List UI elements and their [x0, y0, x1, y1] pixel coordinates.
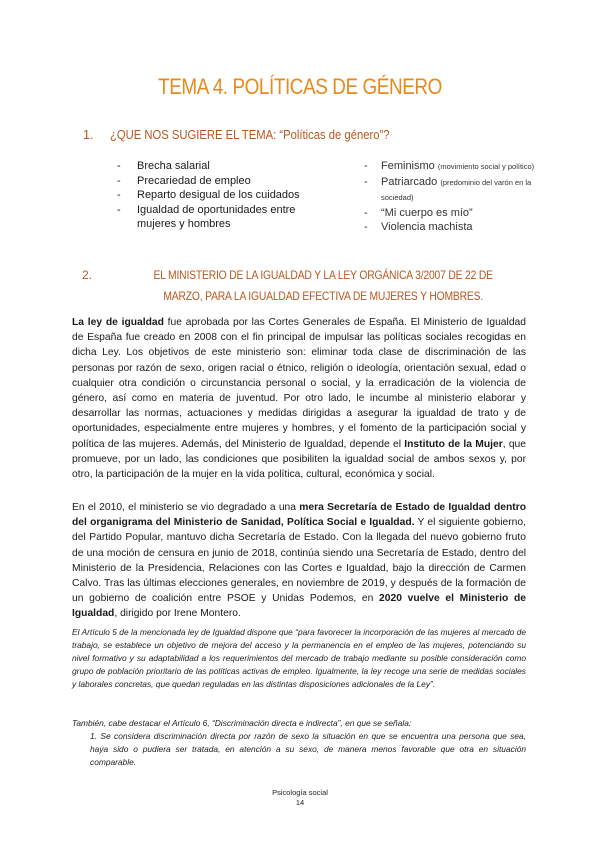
paragraph-articulo-5: El Artículo 5 de la mencionada ley de Igualdad dispone que “para favorecer la incorporación de las mujeres al mercado de trabajo, se establece un objetivo de mejora del acceso y la permanencia en el empleo de las mujeres, potenciando su nivel formativo y su adaptabilidad a los requerimientos del mercado de trabajo mediante su posible consideración como grupo de población prioritario de las políticas activas de empleo. Igualmente, la ley recoge una serie de medidas sociales y laborales concretas, que quedan reguladas en las distintas disposiciones adicionales de la Ley”. — [72, 627, 526, 690]
list-item-note: (movimiento social y político) — [437, 162, 535, 171]
list-item-main: Patriarcado — [381, 175, 438, 188]
list-item — [362, 206, 542, 221]
list-item — [362, 175, 542, 206]
paragraph-ley-igualdad — [72, 315, 526, 482]
list-item-note: (predominio del varón en la sociedad) — [381, 177, 532, 202]
text-run: , dirigido por Irene Montero. — [114, 608, 241, 620]
page-number: 14 — [295, 798, 305, 807]
list-item — [362, 159, 542, 175]
section-1-heading — [83, 128, 421, 142]
bold-text: Instituto de la Mujer — [404, 438, 503, 450]
text-run: Y el siguiente gobierno, del Partido Popular, mantuvo dicha Secretaría de Estado. Con la llegada del nuevo gobierno fruto de una moción de censura en junio de 2018, continúa siendo una Secretaría de Estado, dentro del Ministerio de la Presidencia, Relaciones con las Cortes e Igualdad, bajo la dirección de Carmen Calvo. Tras las últimas elecciones generales, en noviembre de 2019, y después de la formación de un gobierno de coalición entre PSOE y Unidas Podemos, en — [72, 517, 527, 605]
page-title: TEMA 4. POLÍTICAS DE GÉNERO — [158, 74, 442, 99]
list-item: - Brecha salarial — [115, 159, 305, 174]
bold-text: mera Secretaría de Estado de Igualdad dentro del organigrama del Ministerio de Sanidad, Política Social e Igualdad. — [72, 502, 526, 529]
list-right — [362, 159, 542, 235]
section-1-number: 1. — [83, 128, 94, 142]
bold-text: 2020 vuelve el Ministerio de Igualdad — [72, 593, 526, 620]
articulo-6-intro: También, cabe destacar el Artículo 6, “Discriminación directa e indirecta”, en que se señala: — [72, 718, 412, 728]
section-1-title: ¿QUE NOS SUGIERE EL TEMA: “Políticas de género”? — [110, 128, 390, 142]
page-footer — [0, 788, 600, 808]
list-item-main: “Mi cuerpo es mío” — [381, 206, 473, 219]
list-item-main: Feminismo — [381, 160, 435, 172]
paragraph-ministerio-historia — [72, 500, 526, 622]
section-2-title: EL MINISTERIO DE LA IGUALDAD Y LA LEY ORGÁNICA 3/2007 DE 22 DE MARZO, PARA LA IGUALDAD EFECTIVA DE MUJERES Y HOMBRES. — [153, 268, 493, 303]
text-run: fue aprobada por las Cortes Generales de España. El Ministerio de Igualdad de España fue creado en 2008 con el fin principal de impulsar las políticas sociales recogidas en dicha Ley. Los objetivos de este ministerio son: eliminar toda clase de discriminación de las personas por razón de sexo, origen racial o étnico, religión o ideología, orientación sexual, edad o cualquier otra condición o circunstancia personal o social, y la erradicación de la violencia de género, así como en materia de juventud. Por otro lado, le incumbe al ministerio elaborar y desarrollar las normas, actuaciones y medidas dirigidas a asegurar la igualdad de trato y de oportunidades, especialmente entre mujeres y hombres, y el fomento de la participación social y política de las mujeres. Además, del Ministerio de Igualdad, depende el — [72, 317, 526, 450]
list-item — [362, 220, 542, 235]
text-run: En el 2010, el ministerio se vio degradado a una — [72, 502, 300, 513]
list-item: - Precariedad de empleo — [115, 174, 305, 189]
list-item: - Igualdad de oportunidades entre mujeres y hombres — [115, 203, 305, 232]
list-item-main: Violencia machista — [381, 221, 473, 233]
footer-course: Psicología social — [272, 788, 328, 797]
section-2-number: 2. — [82, 268, 93, 282]
list-item: - Reparto desigual de los cuidados — [115, 188, 305, 203]
section-2-heading — [82, 265, 542, 307]
articulo-6-quote: 1. Se considera discriminación directa por razón de sexo la situación en que se encuentra una persona que sea, haya sido o pudiera ser tratada, en atención a su sexo, de manera menos favorable que otra en situación comparable. — [90, 731, 526, 768]
list-left — [115, 159, 305, 232]
paragraph-articulo-6 — [72, 717, 526, 769]
bold-text: La ley de igualdad — [72, 317, 164, 328]
text-run: , que promueve, por un lado, las condiciones que posibiliten la igualdad social de ambos sexos y, por otro, la participación de la mujer en la vida política, cultural, económica y social. — [72, 438, 526, 481]
